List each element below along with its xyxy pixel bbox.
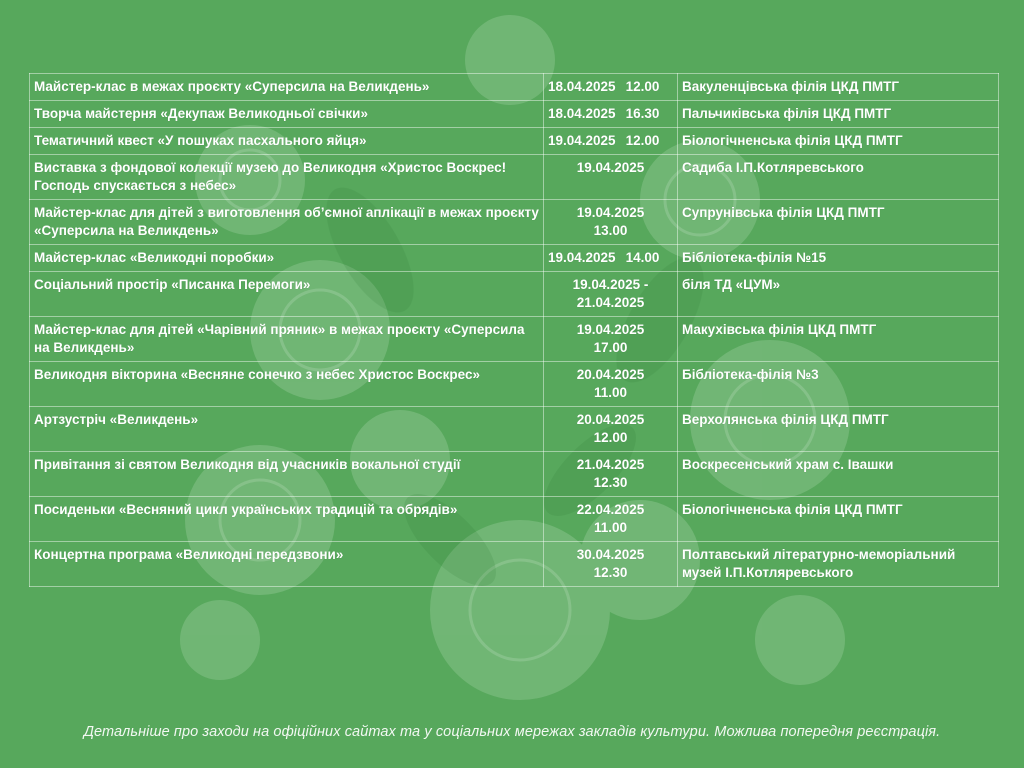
event-time: 13.00 bbox=[593, 223, 628, 238]
event-time: 21.04.2025 bbox=[576, 295, 645, 310]
event-datetime bbox=[544, 74, 678, 101]
event-datetime bbox=[544, 497, 678, 542]
event-place: Бібліотека-філія №15 bbox=[678, 245, 999, 272]
event-title: Концертна програма «Великодні передзвони» bbox=[30, 542, 544, 587]
table-row bbox=[30, 407, 999, 452]
footer-note: Детальніше про заходи на офіційних сайтах та у соціальних мережах закладів культури. Можлива попередня реєстрація. bbox=[83, 724, 941, 740]
event-time: 11.00 bbox=[593, 520, 628, 535]
event-place: Біологічненська філія ЦКД ПМТГ bbox=[678, 128, 999, 155]
table-row bbox=[30, 101, 999, 128]
event-date: 21.04.2025 bbox=[576, 457, 645, 472]
event-place: Бібліотека-філія №3 bbox=[678, 362, 999, 407]
event-title: Тематичний квест «У пошуках пасхального яйця» bbox=[30, 128, 544, 155]
event-title: Майстер-клас для дітей «Чарівний пряник» в межах проєкту «Суперсила на Великдень» bbox=[30, 317, 544, 362]
event-title: Виставка з фондової колекції музею до Великодня «Христос Воскрес! Господь спускається з небес» bbox=[30, 155, 544, 200]
event-place: Полтавський літературно-меморіальний музей І.П.Котляревського bbox=[678, 542, 999, 587]
event-datetime bbox=[544, 542, 678, 587]
table-row bbox=[30, 497, 999, 542]
table-row bbox=[30, 362, 999, 407]
table-row bbox=[30, 155, 999, 200]
event-time: 12.00 bbox=[625, 79, 660, 94]
event-title: Майстер-клас в межах проєкту «Суперсила на Великдень» bbox=[30, 74, 544, 101]
table-row bbox=[30, 317, 999, 362]
event-place: Вакуленцівська філія ЦКД ПМТГ bbox=[678, 74, 999, 101]
event-place: Пальчиківська філія ЦКД ПМТГ bbox=[678, 101, 999, 128]
event-time: 16.30 bbox=[625, 106, 660, 121]
event-date: 20.04.2025 bbox=[576, 412, 645, 427]
table-row bbox=[30, 74, 999, 101]
event-time: 12.30 bbox=[593, 565, 628, 580]
event-title: Соціальний простір «Писанка Перемоги» bbox=[30, 272, 544, 317]
table-row bbox=[30, 452, 999, 497]
event-datetime bbox=[544, 272, 678, 317]
event-place: Супрунівська філія ЦКД ПМТГ bbox=[678, 200, 999, 245]
event-date: 19.04.2025 bbox=[576, 160, 645, 175]
event-place: Садиба І.П.Котляревського bbox=[678, 155, 999, 200]
event-title: Привітання зі святом Великодня від учасників вокальної студії bbox=[30, 452, 544, 497]
table-row bbox=[30, 542, 999, 587]
event-datetime bbox=[544, 101, 678, 128]
table-row bbox=[30, 272, 999, 317]
event-date: 22.04.2025 bbox=[576, 502, 645, 517]
event-datetime bbox=[544, 155, 678, 200]
event-datetime bbox=[544, 317, 678, 362]
event-datetime bbox=[544, 128, 678, 155]
event-datetime bbox=[544, 407, 678, 452]
event-datetime bbox=[544, 452, 678, 497]
event-place: Макухівська філія ЦКД ПМТГ bbox=[678, 317, 999, 362]
event-date: 18.04.2025 bbox=[548, 106, 616, 121]
event-title: Артзустріч «Великдень» bbox=[30, 407, 544, 452]
event-time: 12.00 bbox=[593, 430, 628, 445]
event-title: Посиденьки «Весняний цикл українських традицій та обрядів» bbox=[30, 497, 544, 542]
event-datetime bbox=[544, 362, 678, 407]
event-datetime bbox=[544, 200, 678, 245]
events-table bbox=[29, 73, 999, 587]
event-place: біля ТД «ЦУМ» bbox=[678, 272, 999, 317]
table-row bbox=[30, 245, 999, 272]
event-date: 30.04.2025 bbox=[576, 547, 645, 562]
event-date: 18.04.2025 bbox=[548, 79, 616, 94]
table-row bbox=[30, 128, 999, 155]
event-time: 14.00 bbox=[625, 250, 660, 265]
event-date: 19.04.2025 bbox=[548, 250, 616, 265]
event-date: 19.04.2025 bbox=[576, 322, 645, 337]
event-title: Творча майстерня «Декупаж Великодньої свічки» bbox=[30, 101, 544, 128]
event-date: 19.04.2025 - bbox=[572, 277, 649, 292]
event-place: Біологічненська філія ЦКД ПМТГ bbox=[678, 497, 999, 542]
event-time: 11.00 bbox=[593, 385, 628, 400]
event-date: 19.04.2025 bbox=[576, 205, 645, 220]
event-time: 12.30 bbox=[593, 475, 628, 490]
event-time: 12.00 bbox=[625, 133, 660, 148]
event-title: Майстер-клас «Великодні поробки» bbox=[30, 245, 544, 272]
event-title: Великодня вікторина «Весняне сонечко з небес Христос Воскрес» bbox=[30, 362, 544, 407]
event-date: 20.04.2025 bbox=[576, 367, 645, 382]
event-datetime bbox=[544, 245, 678, 272]
event-time: 17.00 bbox=[593, 340, 628, 355]
event-place: Верхолянська філія ЦКД ПМТГ bbox=[678, 407, 999, 452]
event-date: 19.04.2025 bbox=[548, 133, 616, 148]
event-title: Майстер-клас для дітей з виготовлення об’ємної аплікації в межах проєкту «Суперсила на Великдень» bbox=[30, 200, 544, 245]
table-row bbox=[30, 200, 999, 245]
event-place: Воскресенський храм с. Івашки bbox=[678, 452, 999, 497]
